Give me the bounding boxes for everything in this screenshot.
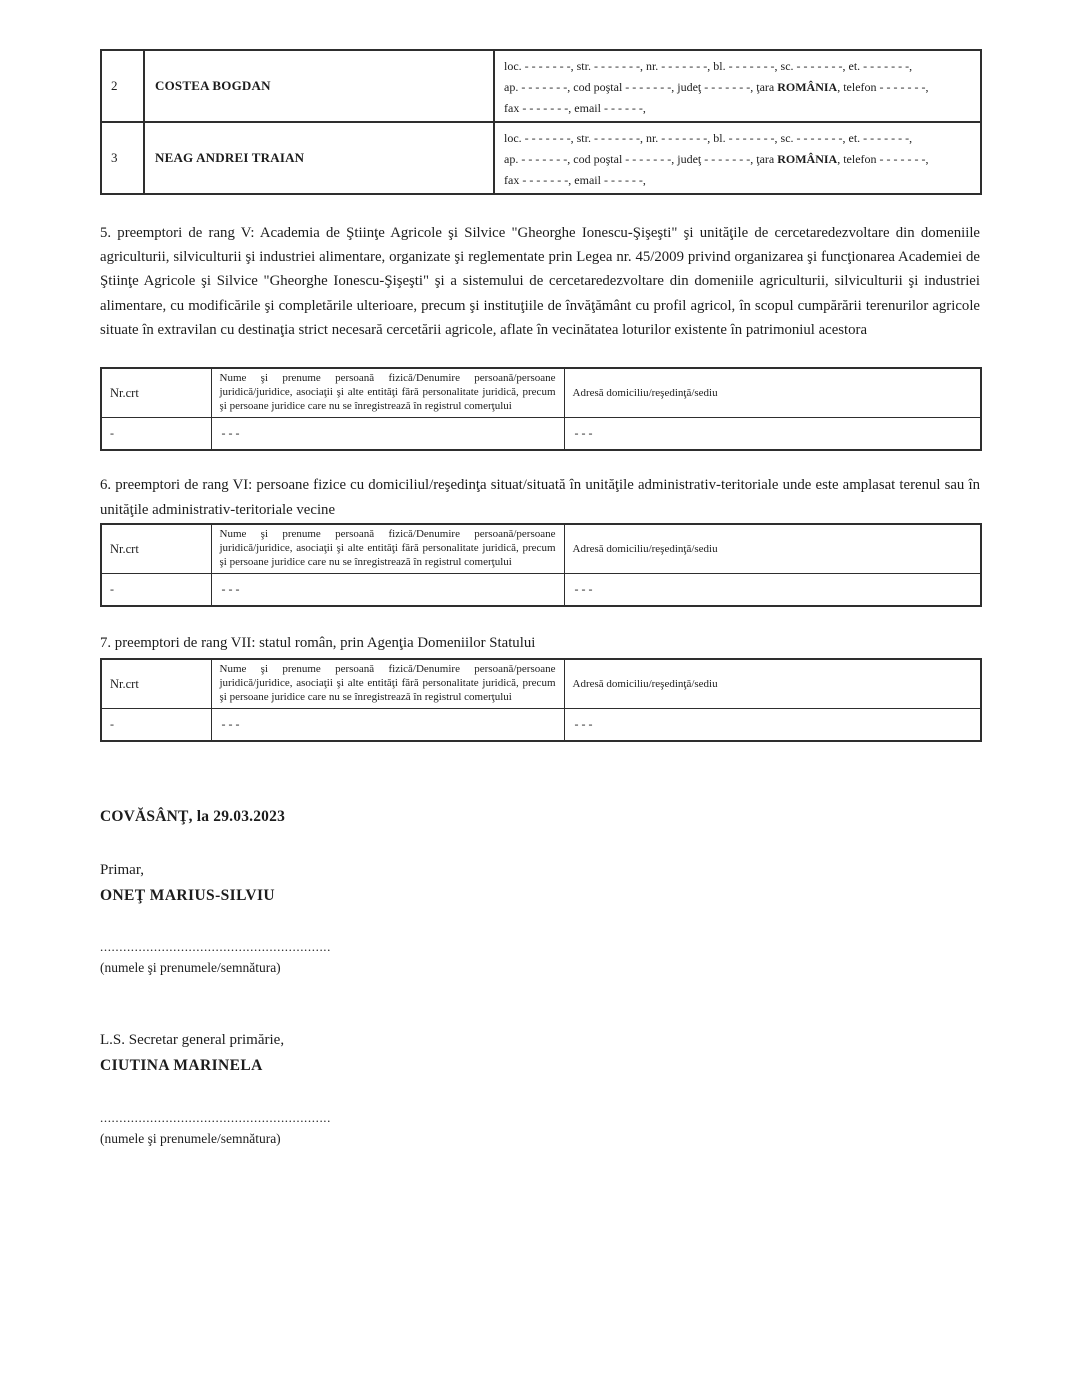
section-5-paragraph: 5. preemptori de rang V: Academia de Ştiinţe Agricole şi Silvice "Gheorghe Ionescu-Şişeşti" şi unităţile de cercetaredezvoltare din domeniile agriculturii, silviculturii şi industriei alimentare, organizate şi reglementate prin Legea nr. 45/2009 privind organizarea şi funcţionarea Academiei de Ştiinţe Agricole şi Silvice "Gheorghe Ionescu-Şişeşti" şi a sistemului de cercetaredezvoltare din domeniile agriculturii, silviculturii şi industriei alimentare, cu modificările şi completările ulterioare, precum şi instituţiile de învăţământ cu profil agricol, în scopul cumpărării terenurilor agricole situate în extravilan cu destinaţia strict necesară cercetării agricole, aflate în vecinătatea loturilor existente în patrimoniul acestora — [100, 225, 980, 338]
signatory-name-mayor: ONEŢ MARIUS-SILVIU — [100, 887, 276, 904]
header-name: Nume şi prenume persoană fizică/Denumire persoană/persoane juridică/juridice, asociaţii şi alte entităţi fără personalitate juridică, precum şi persoane juridice care nu se înregistrează în registrul comerţului — [211, 524, 564, 574]
rank-v-table — [100, 367, 982, 451]
cell-name: - - - — [211, 709, 564, 742]
signatory-name-secretary: CIUTINA MARINELA — [100, 1057, 263, 1074]
signature-dotted-line: ............................................................ — [100, 939, 331, 954]
rank-vi-table — [100, 523, 982, 607]
document-content — [100, 0, 980, 1151]
header-address: Adresă domiciliu/reşedinţă/sediu — [564, 659, 981, 709]
header-name: Nume şi prenume persoană fizică/Denumire persoană/persoane juridică/juridice, asociaţii şi alte entităţi fără personalitate juridică, precum şi persoane juridice care nu se înregistrează în registrul comerţului — [211, 659, 564, 709]
address-line-2-pre: ap. - - - - - - -, cod poştal - - - - - - -, judeţ - - - - - - -, ţara — [504, 152, 778, 166]
cell-address: - - - — [564, 709, 981, 742]
signature-caption: (numele şi prenumele/semnătura) — [100, 1131, 281, 1146]
table-row — [101, 50, 981, 122]
address-cell — [494, 122, 981, 194]
address-line-3: fax - - - - - - -, email - - - - - -, — [504, 173, 646, 187]
table-row — [101, 122, 981, 194]
address-line-2 — [504, 77, 972, 98]
header-address: Adresă domiciliu/reşedinţă/sediu — [564, 524, 981, 574]
section-6-paragraph: 6. preemptori de rang VI: persoane fizice cu domiciliul/reşedinţa situat/situată în unităţile administrativ-teritoriale unde este amplasat terenul sau în unităţile administrativ-teritoriale vecine — [100, 477, 980, 518]
signatory-role-secretary: L.S. Secretar general primărie, — [100, 1032, 285, 1048]
place-and-date: COVĂSÂNŢ, la 29.03.2023 — [100, 808, 286, 825]
section-7-paragraph: 7. preemptori de rang VII: statul român, prin Agenţia Domeniilor Statului — [100, 635, 536, 651]
country-name: ROMÂNIA — [777, 80, 838, 94]
header-nr-crt: Nr.crt — [101, 659, 211, 709]
row-number: 2 — [101, 50, 144, 122]
address-line-2-post: , telefon - - - - - - -, — [837, 80, 929, 94]
address-line-3: fax - - - - - - -, email - - - - - -, — [504, 101, 646, 115]
header-nr-crt: Nr.crt — [101, 524, 211, 574]
table-header-row — [101, 659, 981, 709]
header-name: Nume şi prenume persoană fizică/Denumire persoană/persoane juridică/juridice, asociaţii şi alte entităţi fără personalitate juridică, precum şi persoane juridice care nu se înregistrează în registrul comerţului — [211, 368, 564, 418]
cell-nr: - — [101, 709, 211, 742]
address-line-2 — [504, 149, 972, 170]
header-address: Adresă domiciliu/reşedinţă/sediu — [564, 368, 981, 418]
signature-dotted-line: ............................................................ — [100, 1110, 331, 1125]
table-row — [101, 574, 981, 607]
table-header-row — [101, 368, 981, 418]
owners-table — [100, 49, 982, 195]
address-line-2-post: , telefon - - - - - - -, — [837, 152, 929, 166]
cell-address: - - - — [564, 574, 981, 607]
cell-name: - - - — [211, 574, 564, 607]
signatory-role-mayor: Primar, — [100, 862, 144, 878]
owner-name: NEAG ANDREI TRAIAN — [144, 122, 494, 194]
address-line-1: loc. - - - - - - -, str. - - - - - - -, nr. - - - - - - -, bl. - - - - - - -, sc. - - - - - - -, et. - - - - - - -, — [504, 131, 913, 145]
table-header-row — [101, 524, 981, 574]
cell-name: - - - — [211, 418, 564, 451]
cell-nr: - — [101, 574, 211, 607]
row-number: 3 — [101, 122, 144, 194]
table-row — [101, 709, 981, 742]
header-nr-crt: Nr.crt — [101, 368, 211, 418]
cell-nr: - — [101, 418, 211, 451]
address-line-2-pre: ap. - - - - - - -, cod poştal - - - - - - -, judeţ - - - - - - -, ţara — [504, 80, 778, 94]
owner-name: COSTEA BOGDAN — [144, 50, 494, 122]
signature-caption: (numele şi prenumele/semnătura) — [100, 960, 281, 975]
address-cell — [494, 50, 981, 122]
cell-address: - - - — [564, 418, 981, 451]
rank-vii-table — [100, 658, 982, 742]
address-line-1: loc. - - - - - - -, str. - - - - - - -, nr. - - - - - - -, bl. - - - - - - -, sc. - - - - - - -, et. - - - - - - -, — [504, 59, 913, 73]
table-row — [101, 418, 981, 451]
country-name: ROMÂNIA — [777, 152, 838, 166]
